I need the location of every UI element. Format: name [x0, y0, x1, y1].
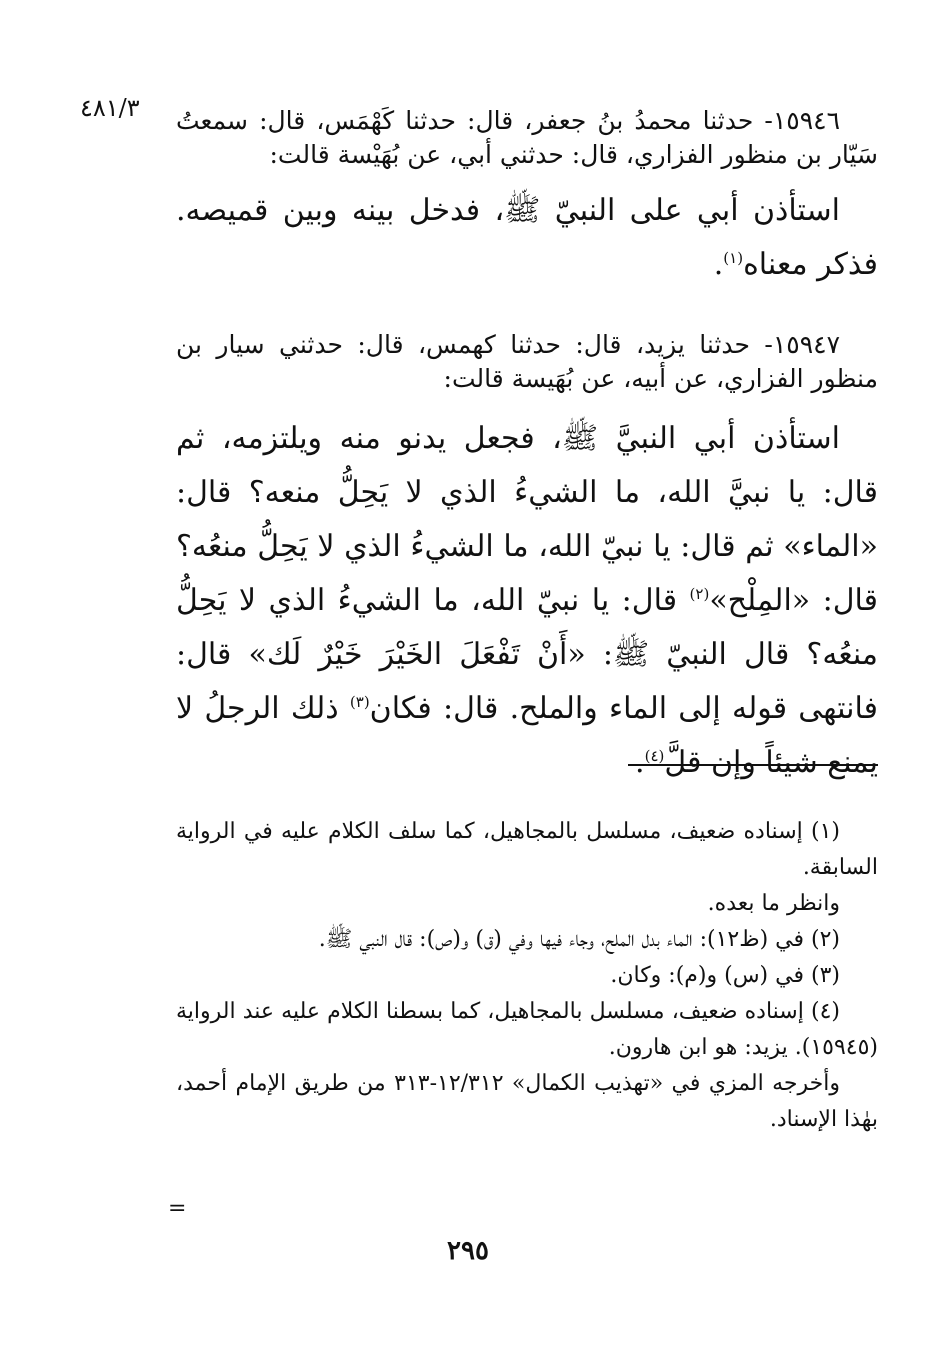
footnote-4-continuation: وأخرجه المزي في «تهذيب الكمال» ١٢/٣١٢-٣١٣ من طريق الإمام أحمد، بهٰذا الإسناد. — [176, 1071, 878, 1132]
continuation-mark: = — [168, 1196, 187, 1221]
hadith-chain: ١٥٩٤٧- حدثنا يزيد، قال: حدثنا كهمس، قال: حدثني سيار بن منظور الفزاري، عن أبيه، عن بُهَيسة قالت: — [176, 330, 878, 393]
hadith-text-part-2: قال: يا نبيّ الله، ما الشيءُ الذي لا يَحِلُّ منعُه؟ قال النبيّ ﷺ: «أَنْ تَفْعَلَ الخَيْرَ خَيْرٌ لَك» قال: فانتهى قوله إلى الماء والملح. قال: فكان — [176, 583, 878, 726]
footnote-ref-3[interactable]: (٣) — [349, 693, 370, 711]
hadith-text-end: . — [635, 745, 645, 780]
footnote-1-continuation: وانظر ما بعده. — [707, 891, 840, 916]
volume-page-reference: ٤٨١/٣ — [80, 94, 140, 122]
hadith-text-body: استأذن أبي على النبيّ ﷺ، فدخل بينه وبين قميصه. فذكر معناه — [176, 193, 878, 282]
footnote-2: (٢) في (ظ١٢): الماء بدل الملح، وجاء فيها وفي (ق) و(ص): قال النبي ﷺ. — [318, 927, 840, 952]
footnote-3: (٣) في (س) و(م): وكان. — [610, 963, 840, 988]
footnote-separator — [628, 764, 878, 766]
hadith-text-part-1: استأذن أبي النبيَّ ﷺ، فجعل يدنو منه ويلتزمه، ثم قال: يا نبيَّ الله، ما الشيءُ الذي لا يَحِلُّ منعه؟ قال: «الماء» ثم قال: يا نبيّ الله، ما الشيءُ الذي لا يَحِلُّ منعُه؟ قال: «المِلْح» — [176, 421, 878, 618]
footnote-4: (٤) إسناده ضعيف، مسلسل بالمجاهيل، كما بسطنا الكلام عليه عند الرواية (١٥٩٤٥). يزيد: هو ابن هارون. — [176, 999, 878, 1060]
footnote-ref-4[interactable]: (٤) — [644, 747, 665, 765]
hadith-text-part-3: ذلك الرجلُ لا يمنع شيئاً وإن قلَّ — [176, 691, 878, 780]
hadith-chain: ١٥٩٤٦- حدثنا محمدُ بنُ جعفر، قال: حدثنا كَهْمَس، قال: سمعتُ سَيّار بن منظور الفزاري، قال: حدثني أبي، عن بُهَيْسة قالت: — [176, 106, 878, 169]
hadith-text — [176, 184, 878, 292]
footnotes — [176, 814, 878, 1138]
footnote-ref-2[interactable]: (٢) — [689, 585, 710, 603]
page-number: ٢٩٥ — [447, 1236, 489, 1266]
hadith-text — [176, 412, 878, 790]
footnote-1: (١) إسناده ضعيف، مسلسل بالمجاهيل، كما سلف الكلام عليه في الرواية السابقة. — [176, 819, 878, 880]
hadith-15947 — [176, 328, 878, 790]
footnote-ref-1[interactable]: (١) — [723, 249, 744, 267]
hadith-text-end: . — [713, 247, 724, 282]
hadith-15946 — [176, 104, 878, 292]
